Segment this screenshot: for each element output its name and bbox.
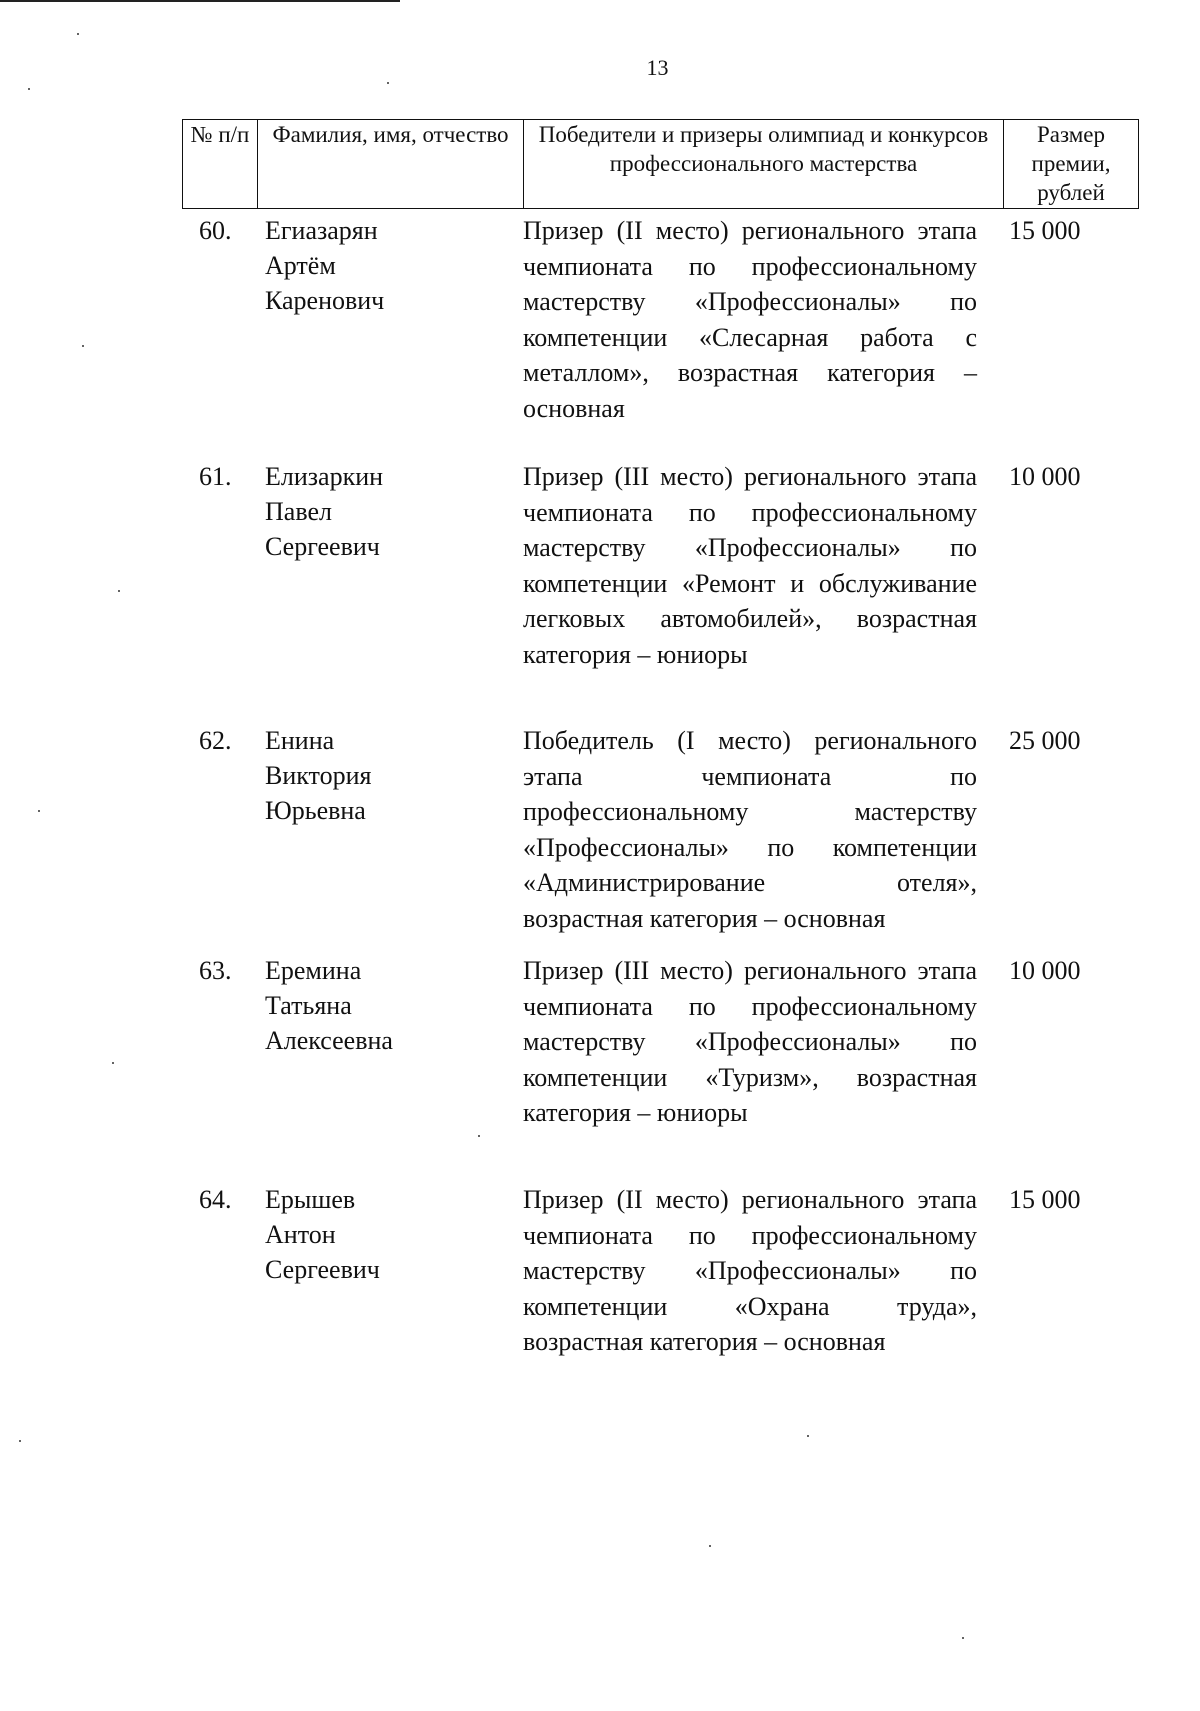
row-num: 61.	[199, 462, 232, 491]
scan-speck	[77, 33, 79, 35]
scan-speck	[28, 88, 30, 90]
name-line: Егиазарян	[265, 216, 378, 245]
scan-speck	[82, 345, 84, 347]
row-description: Призер (III место) регионального этапа чемпионата по профессиональному мастерству «Профессионалы» по компетенции «Ремонт и обслуживание легковых автомобилей», возрастная категория – юниоры	[523, 462, 977, 669]
scan-speck	[962, 1637, 964, 1639]
scan-speck	[118, 590, 120, 592]
name-line: Елизаркин	[265, 462, 384, 491]
row-name	[265, 1182, 505, 1287]
name-line: Татьяна	[265, 991, 352, 1020]
header-num: № п/п	[183, 120, 258, 209]
row-num: 60.	[199, 216, 232, 245]
name-line: Каренович	[265, 286, 385, 315]
name-line: Енина	[265, 726, 335, 755]
row-name	[265, 953, 505, 1058]
name-line: Павел	[265, 497, 332, 526]
name-line: Сергеевич	[265, 1255, 380, 1284]
row-num: 64.	[199, 1185, 232, 1214]
row-prize: 15 000	[1009, 216, 1081, 245]
row-prize: 15 000	[1009, 1185, 1081, 1214]
row-name	[265, 213, 505, 318]
header-name: Фамилия, имя, отчество	[258, 120, 524, 209]
row-prize: 10 000	[1009, 956, 1081, 985]
row-num: 62.	[199, 726, 232, 755]
row-description: Призер (II место) регионального этапа чемпионата по профессиональному мастерству «Профессионалы» по компетенции «Охрана труда», возрастная категория – основная	[523, 1185, 977, 1356]
row-prize: 10 000	[1009, 462, 1081, 491]
row-num: 63.	[199, 956, 232, 985]
scan-speck	[19, 1440, 21, 1442]
row-description: Призер (III место) регионального этапа чемпионата по профессиональному мастерству «Профессионалы» по компетенции «Туризм», возрастная категория – юниоры	[523, 956, 977, 1127]
header-description: Победители и призеры олимпиад и конкурсов профессионального мастерства	[524, 120, 1004, 209]
row-prize: 25 000	[1009, 726, 1081, 755]
page-number: 13	[646, 55, 669, 80]
scan-speck	[478, 1135, 480, 1137]
name-line: Ерышев	[265, 1185, 356, 1214]
row-description: Победитель (I место) регионального этапа чемпионата по профессиональному мастерству «Профессионалы» по компетенции «Администрирование отеля», возрастная категория – основная	[523, 726, 977, 933]
scan-speck	[709, 1545, 711, 1547]
name-line: Еремина	[265, 956, 362, 985]
row-name	[265, 723, 505, 828]
name-line: Сергеевич	[265, 532, 380, 561]
name-line: Юрьевна	[265, 796, 366, 825]
name-line: Антон	[265, 1220, 336, 1249]
scan-speck	[38, 810, 40, 812]
row-name	[265, 459, 505, 564]
scan-speck	[112, 1062, 114, 1064]
header-prize: Размер премии, рублей	[1004, 120, 1139, 209]
name-line: Алексеевна	[265, 1026, 393, 1055]
scan-speck	[387, 82, 389, 84]
scan-speck	[807, 1435, 809, 1437]
row-description: Призер (II место) регионального этапа чемпионата по профессиональному мастерству «Профессионалы» по компетенции «Слесарная работа с металлом», возрастная категория – основная	[523, 216, 977, 423]
name-line: Виктория	[265, 761, 372, 790]
name-line: Артём	[265, 251, 336, 280]
